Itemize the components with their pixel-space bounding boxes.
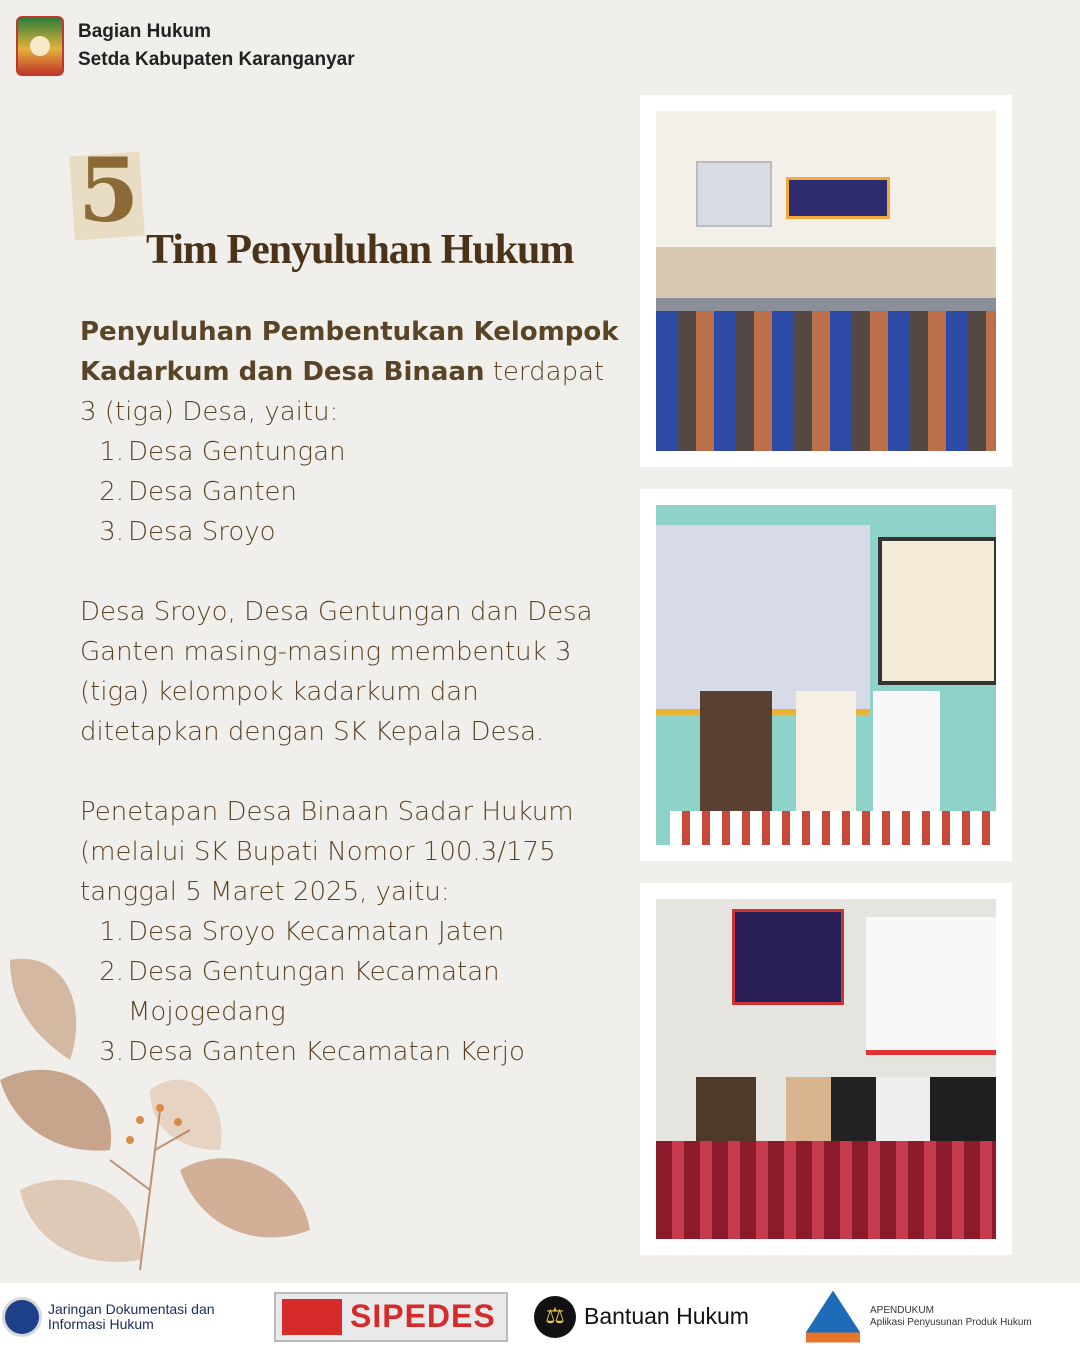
sipedes-logo-link[interactable] — [274, 1283, 508, 1350]
header-line1: Bagian Hukum — [78, 21, 212, 42]
event-banner — [866, 917, 996, 1055]
section-number-badge — [68, 138, 148, 242]
photo-ganten-speakers — [640, 489, 1012, 861]
event-banner — [656, 525, 870, 715]
bantuan-hukum-text: Bantuan Hukum — [584, 1303, 749, 1329]
jdih-emblem-icon — [2, 1297, 42, 1337]
speakers-group — [700, 691, 940, 811]
section-number: 5 — [78, 138, 140, 242]
header-text — [78, 18, 355, 74]
jdih-logo-link[interactable] — [2, 1283, 215, 1350]
projector-screen — [696, 161, 772, 227]
section-title: Tim Penyuluhan Hukum — [146, 227, 574, 273]
intro-paragraph — [80, 312, 620, 432]
footer-partner-logos — [0, 1283, 1080, 1350]
audience-chairs — [656, 311, 996, 451]
photo-sroyo-panel — [640, 883, 1012, 1255]
bantuan-hukum-logo-link[interactable] — [534, 1283, 749, 1350]
list-item: 3. Desa Sroyo — [99, 517, 276, 547]
header-line2: Setda Kabupaten Karanganyar — [78, 49, 355, 70]
sipedes-text: SIPEDES — [350, 1298, 496, 1334]
list-item: 1. Desa Sroyo Kecamatan Jaten — [99, 917, 505, 947]
projector-screen — [732, 909, 844, 1005]
kadarkum-paragraph: Desa Sroyo, Desa Gentungan dan Desa Ganten masing-masing membentuk 3 (tiga) kelompok kadarkum dan ditetapkan dengan SK Kepala Desa. — [80, 597, 593, 747]
list-item: 1. Desa Gentungan — [99, 437, 346, 467]
intro-bold: Penyuluhan Pembentukan Kelompok Kadarkum dan Desa Binaan — [80, 317, 619, 387]
photo-meeting-hall — [640, 95, 1012, 467]
binaan-paragraph: Penetapan Desa Binaan Sadar Hukum (melalui SK Bupati Nomor 100.3/175 tanggal 5 Maret 2025, yaitu: — [80, 797, 574, 907]
batik-table — [670, 811, 996, 845]
jdih-line2: Informasi Hukum — [48, 1315, 154, 1332]
event-banner — [786, 177, 890, 219]
list-item: 2. Desa Gentungan Kecamatan Mojogedang — [99, 957, 500, 1027]
apendukum-line1: APENDUKUM — [870, 1304, 934, 1316]
sipedes-emblem-icon — [282, 1299, 342, 1335]
batik-table — [656, 1141, 996, 1239]
leaves-decoration-icon — [0, 940, 320, 1290]
list-item: 2. Desa Ganten — [99, 477, 297, 507]
village-list — [80, 432, 620, 552]
header — [16, 16, 355, 76]
panel-group — [696, 1077, 996, 1147]
apendukum-logo-link[interactable] — [806, 1283, 1032, 1350]
apendukum-emblem-icon — [806, 1291, 860, 1343]
list-item: 3. Desa Ganten Kecamatan Kerjo — [99, 1037, 525, 1067]
karanganyar-emblem-icon — [16, 16, 64, 76]
scales-of-justice-icon: ⚖ — [534, 1296, 576, 1338]
jdih-line1: Jaringan Dokumentasi dan — [48, 1300, 215, 1317]
apendukum-line2: Aplikasi Penyusunan Produk Hukum — [870, 1316, 1032, 1328]
intro-rest: terdapat 3 (tiga) Desa, yaitu: — [80, 357, 605, 427]
projector-screen — [878, 537, 996, 685]
